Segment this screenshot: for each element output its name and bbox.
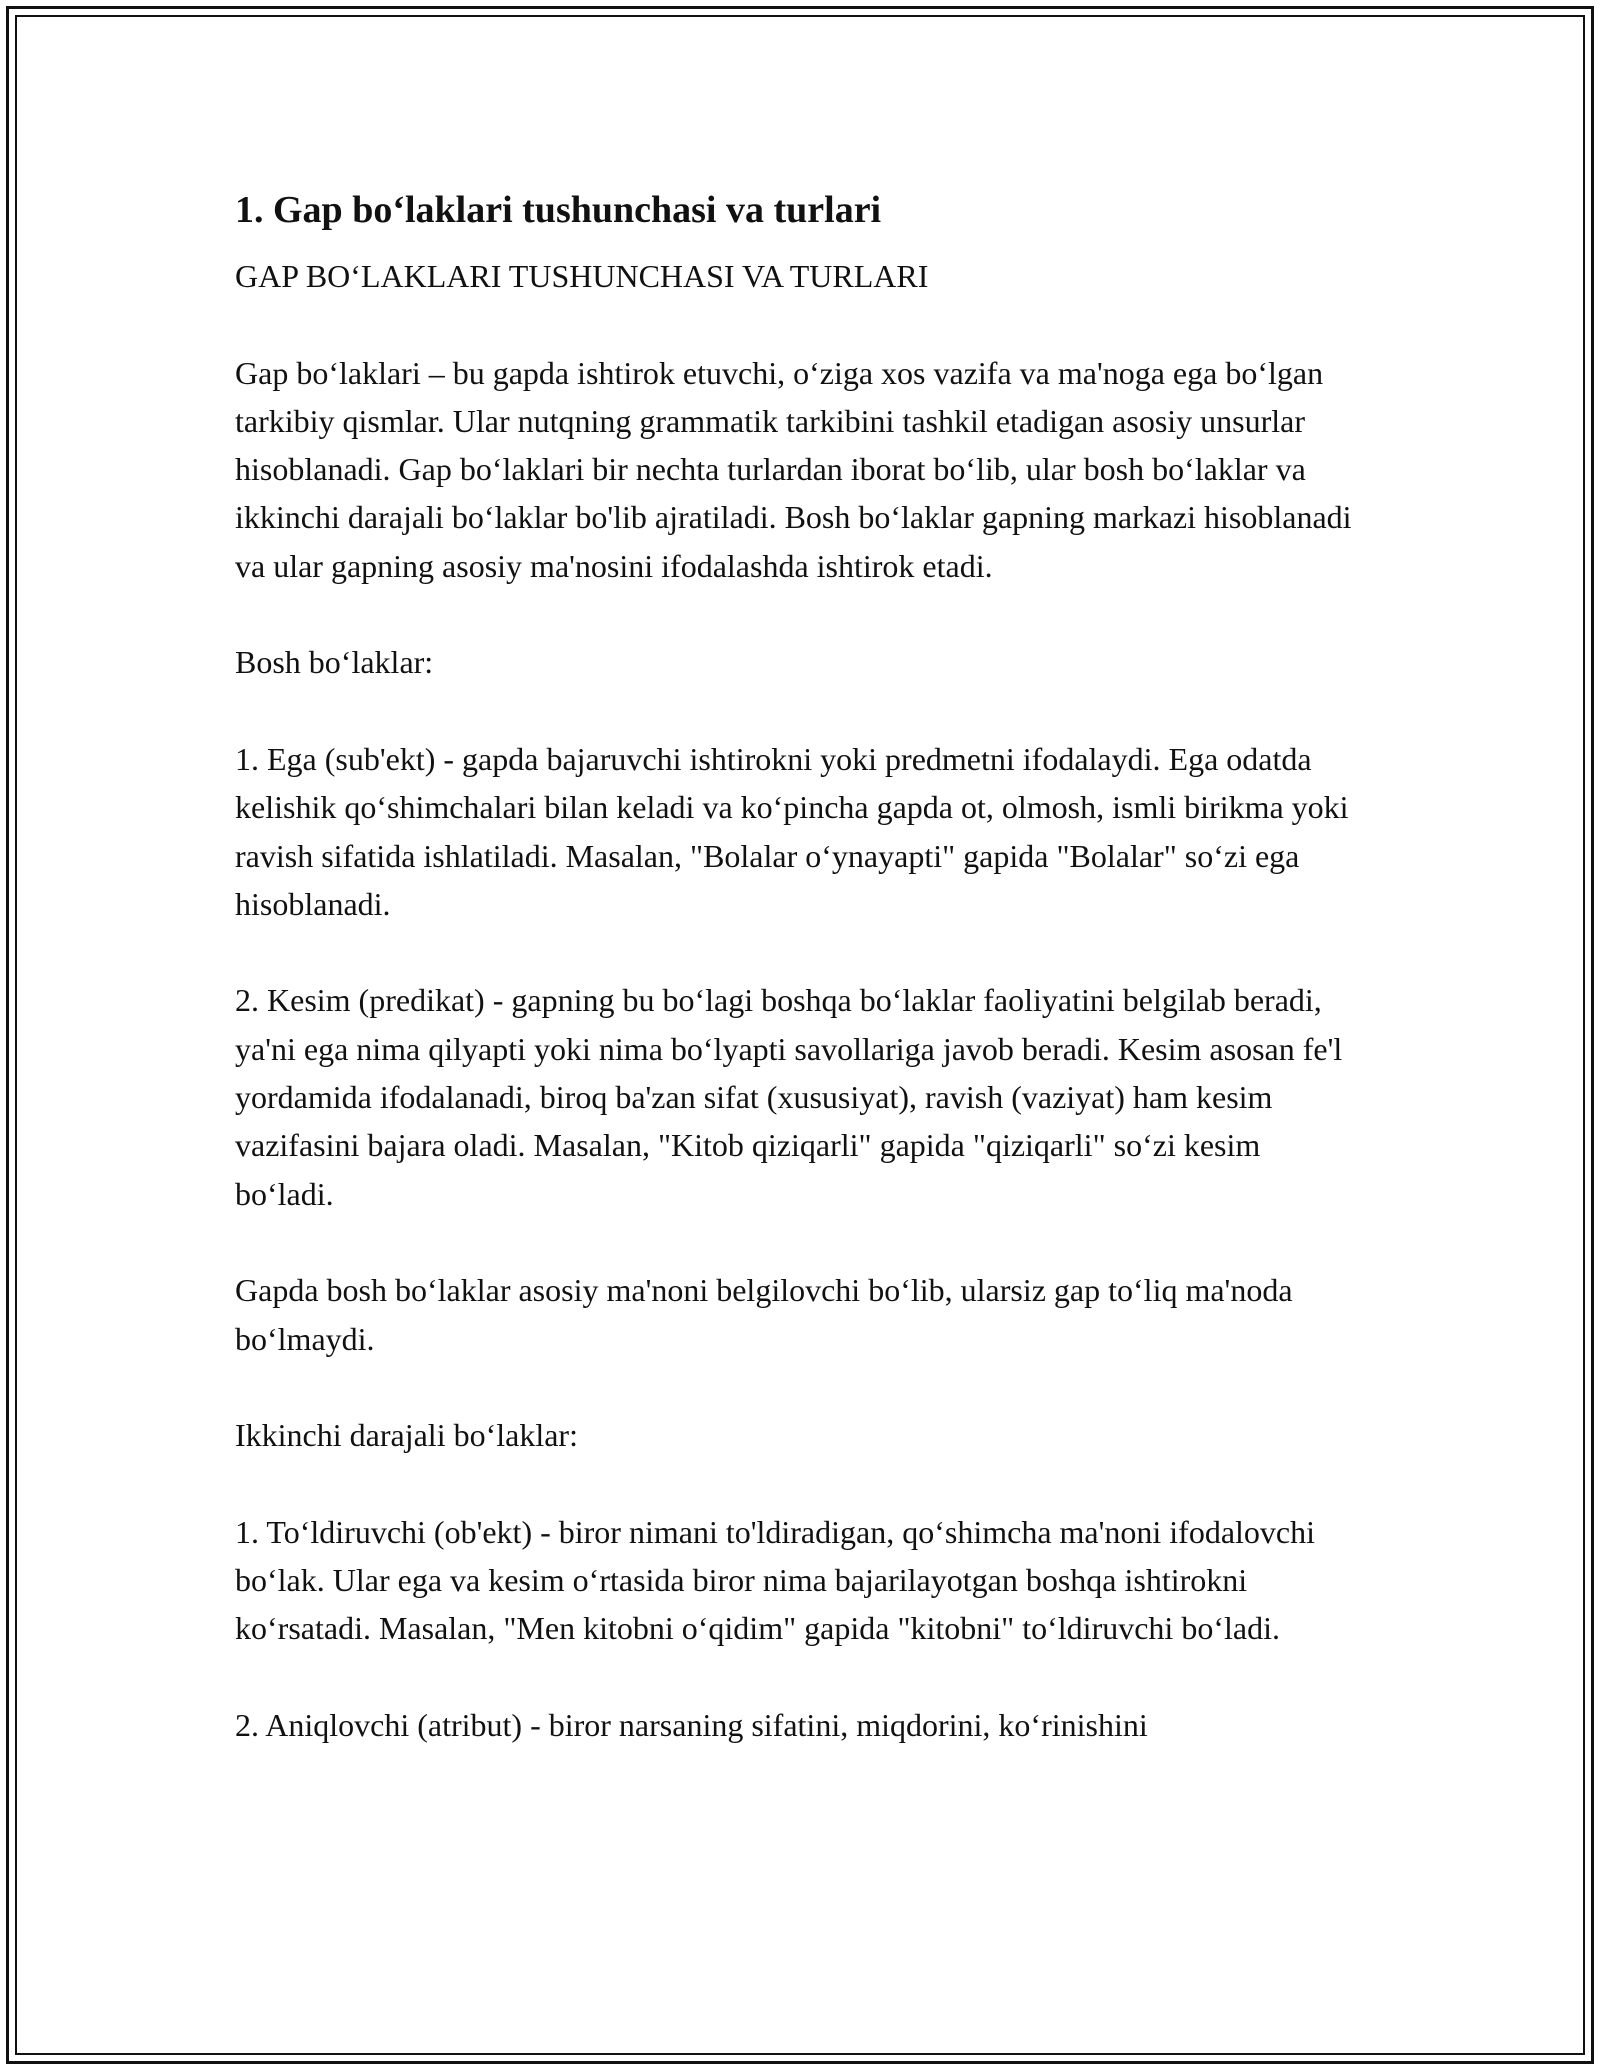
intro-paragraph: Gap bo‘laklari – bu gapda ishtirok etuvchi, o‘ziga xos vazifa va ma'noga ega bo‘lgan tarkibiy qismlar. Ular nutqning grammatik tarkibini tashkil etadigan asosiy unsurlar hisoblanadi. Gap bo‘laklari bir nechta turlardan iborat bo‘lib, ular bosh bo‘laklar va ikkinchi darajali bo‘laklar bo'lib ajratiladi. Bosh bo‘laklar gapning markazi hisoblanadi va ular gapning asosiy ma'nosini ifodalashda ishtirok etadi. <box>235 354 1352 584</box>
secondary-parts-heading: Ikkinchi darajali bo‘laklar: <box>235 1417 578 1454</box>
attribute-paragraph: 2. Aniqlovchi (atribut) - biror narsaning sifatini, miqdorini, ko‘rinishini <box>235 1706 1148 1743</box>
document-body <box>235 186 1365 1798</box>
main-parts-heading: Bosh bo‘laklar: <box>235 644 434 681</box>
subject-paragraph: 1. Ega (sub'ekt) - gapda bajaruvchi ishtirokni yoki predmetni ifodalaydi. Ega odatda kelishik qo‘shimchalari bilan keladi va ko‘pincha gapda ot, olmosh, ismli birikma yoki ravish sifatida ishlatiladi. Masalan, "Bolalar o‘ynayapti" gapida "Bolalar" so‘zi ega hisoblanadi. <box>235 740 1349 922</box>
main-parts-summary: Gapda bosh bo‘laklar asosiy ma'noni belgilovchi bo‘lib, ularsiz gap to‘liq ma'noda bo‘lmaydi. <box>235 1272 1293 1357</box>
section-heading: GAP BO‘LAKLARI TUSHUNCHASI VA TURLARI <box>235 258 929 294</box>
document-title: 1. Gap bo‘laklari tushunchasi va turlari <box>235 189 882 231</box>
object-paragraph: 1. To‘ldiruvchi (ob'ekt) - biror nimani to'ldiradigan, qo‘shimcha ma'noni ifodalovchi bo‘lak. Ular ega va kesim o‘rtasida biror nima bajarilayotgan boshqa ishtirokni ko‘rsatadi. Masalan, "Men kitobni o‘qidim" gapida "kitobni" to‘ldiruvchi bo‘ladi. <box>235 1513 1315 1647</box>
predicate-paragraph: 2. Kesim (predikat) - gapning bu bo‘lagi boshqa bo‘laklar faoliyatini belgilab beradi, ya'ni ega nima qilyapti yoki nima bo‘lyapti savollariga javob beradi. Kesim asosan fe'l yordamida ifodalanadi, biroq ba'zan sifat (xususiyat), ravish (vaziyat) ham kesim vazifasini bajara oladi. Masalan, "Kitob qiziqarli" gapida "qiziqarli" so‘zi kesim bo‘ladi. <box>235 982 1343 1212</box>
